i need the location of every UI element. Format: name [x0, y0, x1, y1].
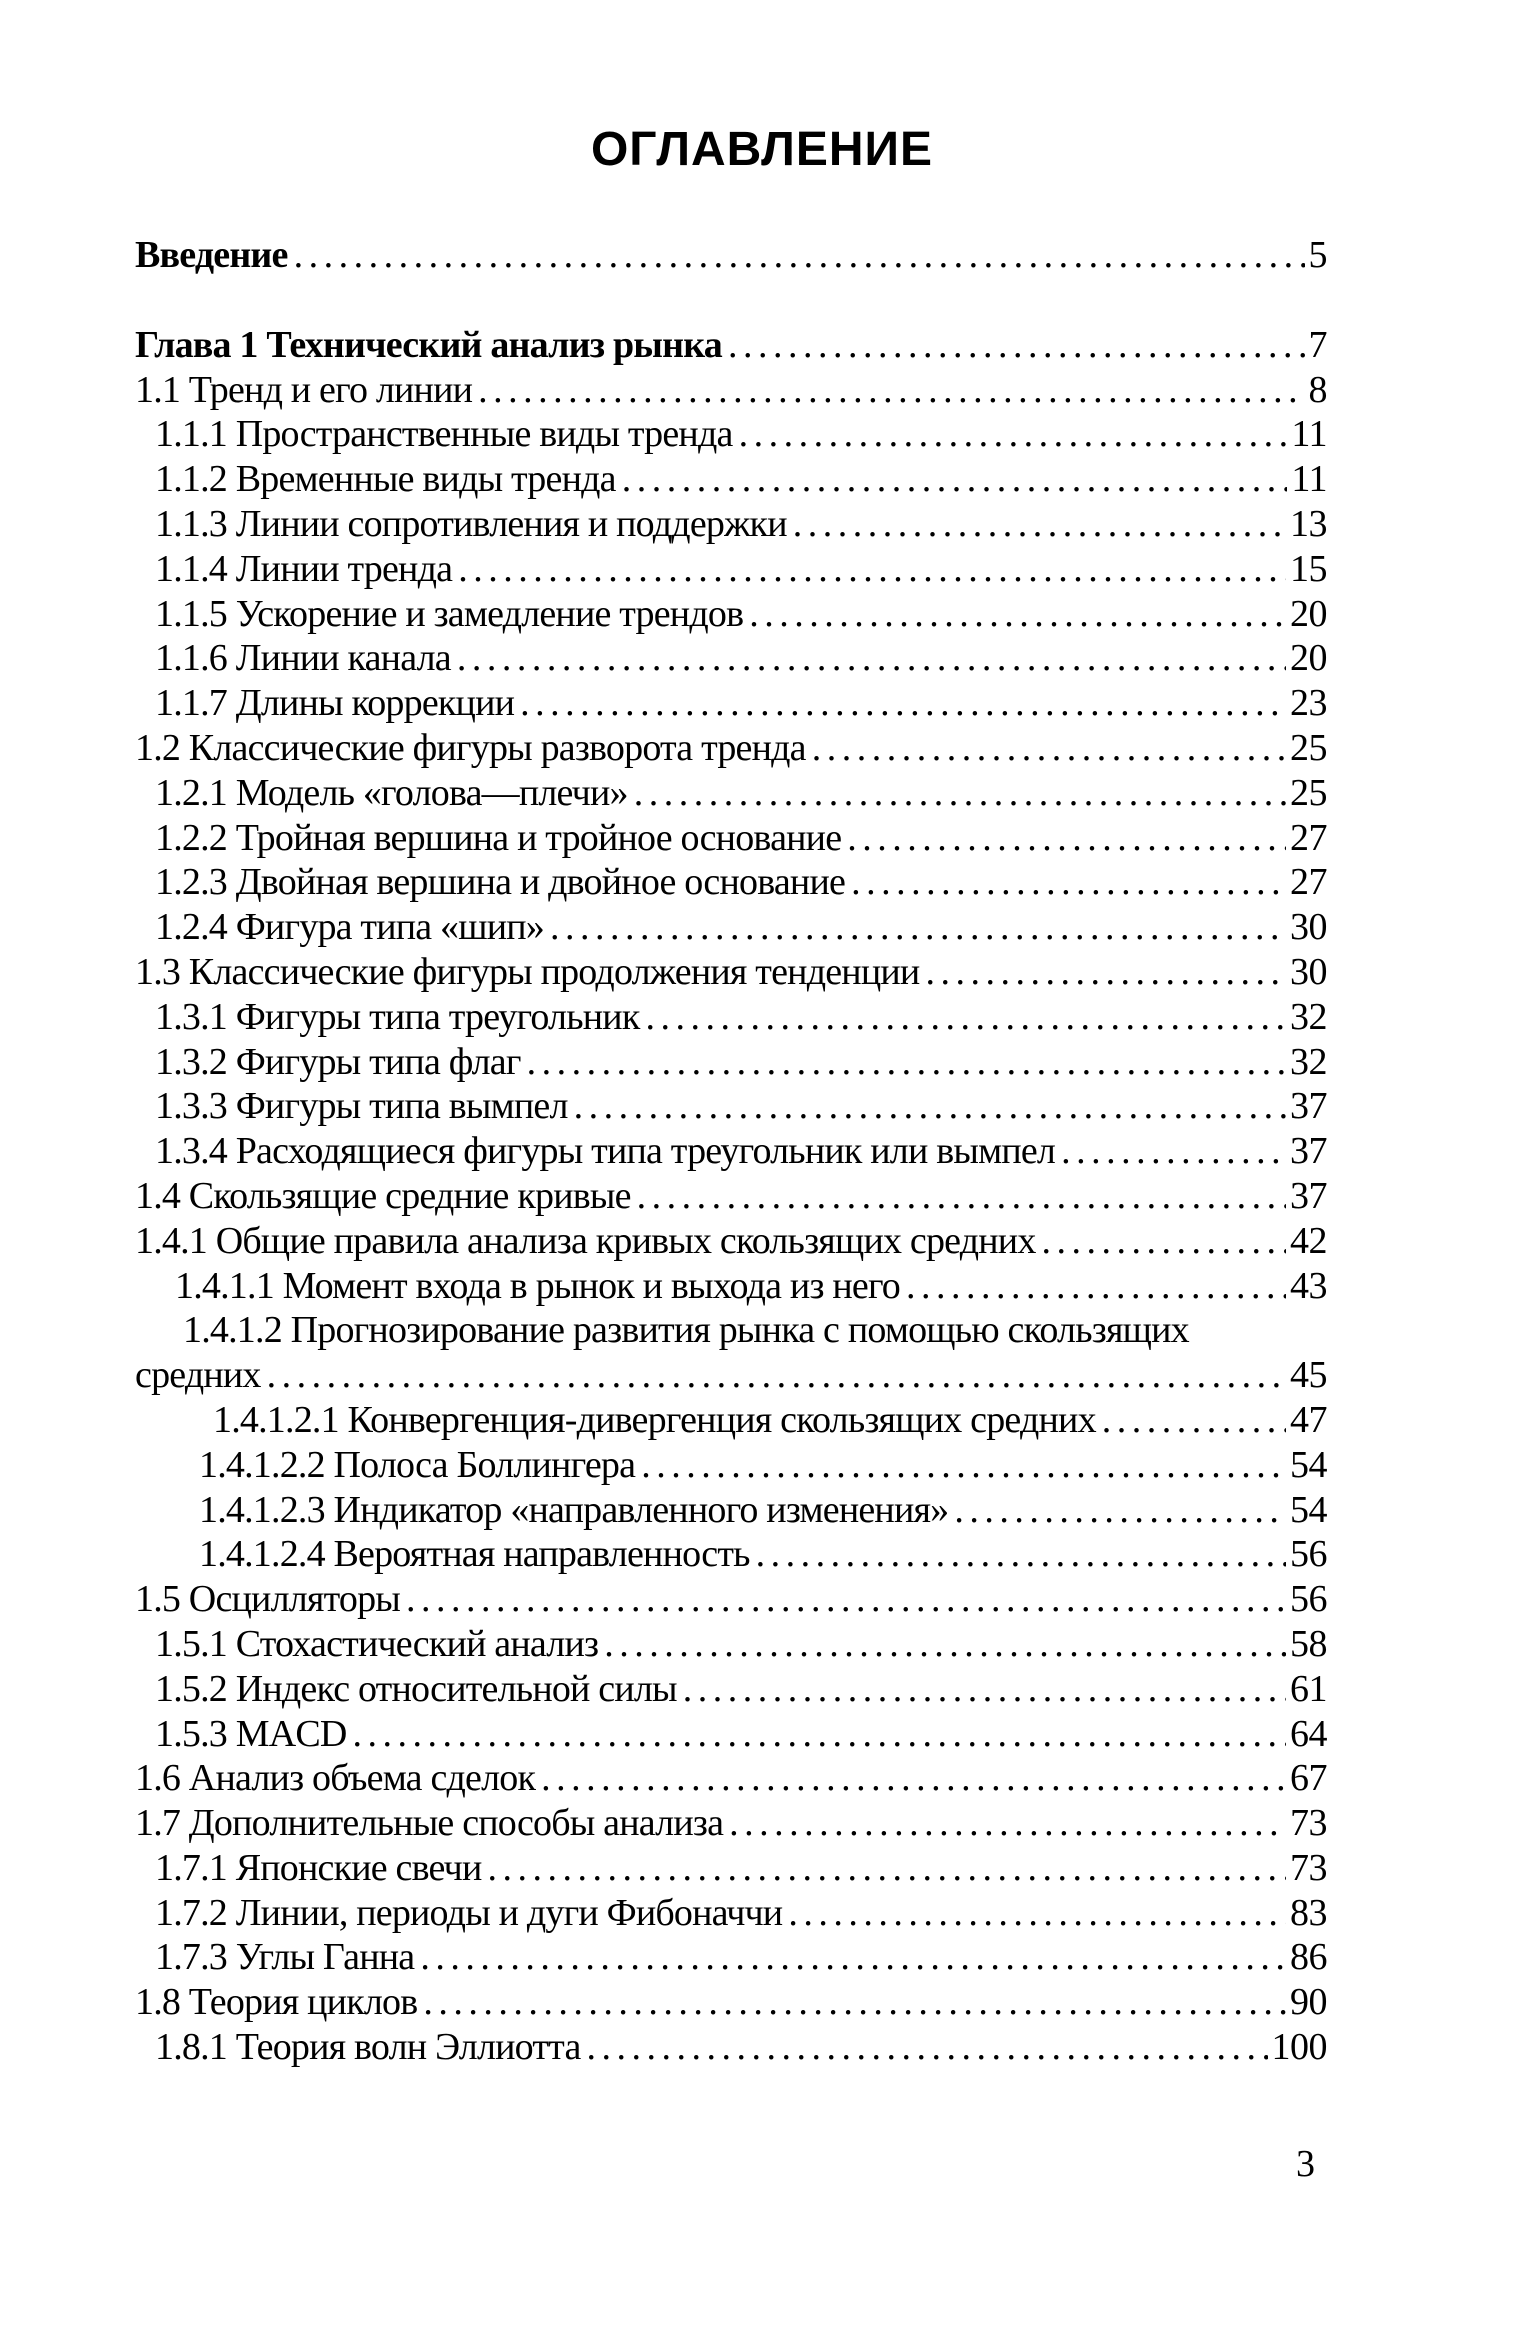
toc-entry-label: 1.5.3 MACD — [155, 1712, 347, 1755]
toc-entry — [135, 1801, 1327, 1846]
toc-entry — [135, 1667, 1327, 1712]
leader-dots — [423, 1980, 1286, 2025]
toc-entry-page: 23 — [1290, 682, 1327, 725]
toc-entry-page: 30 — [1290, 906, 1327, 949]
toc-entry-label: 1.4.1.2.3 Индикатор «направленного изменения» — [199, 1488, 949, 1531]
leader-dots — [488, 1846, 1286, 1891]
leader-dots — [458, 547, 1286, 592]
toc-entry — [135, 1980, 1327, 2025]
leader-dots — [788, 1891, 1286, 1936]
toc-entry-page: 56 — [1290, 1578, 1327, 1621]
leader-dots — [353, 1712, 1286, 1757]
toc-entry-page: 61 — [1290, 1667, 1327, 1710]
leader-dots — [574, 1084, 1286, 1129]
toc-entry-page: 30 — [1290, 950, 1327, 993]
leader-dots — [739, 412, 1288, 457]
toc-entry — [135, 1846, 1327, 1891]
toc-entry-page: 73 — [1290, 1846, 1327, 1889]
toc-entry-page: 90 — [1290, 1981, 1327, 2024]
toc-entry-chapter-1 — [135, 323, 1327, 368]
toc-entry-page: 64 — [1290, 1712, 1327, 1755]
toc-entry — [135, 816, 1327, 861]
toc-entry-intro — [135, 233, 1327, 278]
toc-entry-page: 32 — [1290, 995, 1327, 1038]
toc-entry-label: 1.1.2 Временные виды тренда — [155, 458, 616, 501]
toc-entry-page: 83 — [1290, 1891, 1327, 1934]
leader-dots — [1061, 1129, 1286, 1174]
leader-dots — [793, 502, 1286, 547]
toc-entry-label: 1.3 Классические фигуры продолжения тенденции — [135, 950, 920, 993]
toc-entry-wrapped — [135, 1308, 1327, 1353]
leader-dots — [637, 1174, 1286, 1219]
leader-dots — [294, 233, 1305, 278]
toc-entry-page: 37 — [1290, 1085, 1327, 1128]
toc-entry — [135, 457, 1327, 502]
toc-entry-page: 45 — [1290, 1354, 1327, 1397]
toc-entry — [135, 1129, 1327, 1174]
leader-dots — [925, 950, 1286, 995]
toc-entry-page: 56 — [1290, 1533, 1327, 1576]
toc-entry-label: 1.5 Осцилляторы — [135, 1578, 401, 1621]
toc-entry-label: 1.1.4 Линии тренда — [155, 547, 453, 590]
leader-dots — [541, 1756, 1286, 1801]
toc-entry — [135, 547, 1327, 592]
toc-entry-label: 1.7 Дополнительные способы анализа — [135, 1802, 724, 1845]
leader-dots — [954, 1488, 1286, 1533]
toc-entry — [135, 592, 1327, 637]
toc-entry-label: 1.8 Теория циклов — [135, 1981, 418, 2024]
toc-entry — [135, 1488, 1327, 1533]
toc-entry-page: 47 — [1290, 1398, 1327, 1441]
toc-entry-page: 37 — [1290, 1174, 1327, 1217]
leader-dots — [520, 681, 1286, 726]
toc-entry-page: 58 — [1290, 1622, 1327, 1665]
toc-entry-label: 1.8.1 Теория волн Эллиотта — [155, 2026, 581, 2069]
toc-entry-label-cont: средних — [135, 1354, 261, 1397]
toc-entry — [135, 950, 1327, 995]
toc-entry — [135, 1577, 1327, 1622]
toc-entry-label: 1.7.3 Углы Ганна — [155, 1936, 415, 1979]
leader-dots — [683, 1667, 1286, 1712]
toc-entry-page: 43 — [1290, 1264, 1327, 1307]
toc-entry-label: 1.4 Скользящие средние кривые — [135, 1174, 631, 1217]
leader-dots — [728, 323, 1305, 368]
leader-dots — [604, 1622, 1286, 1667]
toc-entry-label: Введение — [135, 234, 288, 276]
toc-entry-label: 1.2 Классические фигуры разворота тренда — [135, 726, 806, 769]
toc-entry-label: 1.2.2 Тройная вершина и тройное основание — [155, 816, 842, 859]
toc-entry-label: 1.1 Тренд и его линии — [135, 368, 473, 411]
toc-entry-continuation — [135, 1353, 1327, 1398]
leader-dots — [622, 457, 1288, 502]
toc-entry — [135, 726, 1327, 771]
toc-entry-label: 1.1.5 Ускорение и замедление трендов — [155, 592, 744, 635]
toc-entry — [135, 2025, 1327, 2070]
toc-entry — [135, 1935, 1327, 1980]
toc-entry-label: 1.1.7 Длины коррекции — [155, 682, 515, 725]
toc-entry — [135, 368, 1327, 413]
toc-entry-page: 15 — [1290, 547, 1327, 590]
toc-entry-page: 20 — [1290, 637, 1327, 680]
toc-entry-label: 1.3.4 Расходящиеся фигуры типа треугольник или вымпел — [155, 1130, 1056, 1173]
leader-dots — [729, 1801, 1286, 1846]
leader-dots — [267, 1353, 1286, 1398]
leader-dots — [847, 816, 1286, 861]
toc-entry — [135, 1891, 1327, 1936]
toc-entry-label: 1.1.6 Линии канала — [155, 637, 451, 680]
leader-dots — [645, 995, 1286, 1040]
leader-dots — [527, 1040, 1286, 1085]
table-of-contents — [135, 233, 1327, 2070]
leader-dots — [851, 860, 1286, 905]
toc-entry-page: 54 — [1290, 1443, 1327, 1486]
toc-entry-label: 1.3.3 Фигуры типа вымпел — [155, 1085, 568, 1128]
toc-entry — [135, 771, 1327, 816]
toc-entry — [135, 1219, 1327, 1264]
toc-entry-label: 1.6 Анализ объема сделок — [135, 1757, 536, 1800]
toc-entry — [135, 1622, 1327, 1667]
toc-entry-page: 13 — [1290, 502, 1327, 545]
toc-entry-label: 1.4.1.2.2 Полоса Боллингера — [199, 1443, 636, 1486]
toc-entry — [135, 1174, 1327, 1219]
toc-entry-label: 1.4.1.2.1 Конвергенция-дивергенция скользящих средних — [213, 1398, 1096, 1441]
leader-dots — [587, 2025, 1268, 2070]
toc-entry-label: 1.2.3 Двойная вершина и двойное основание — [155, 861, 846, 904]
toc-entry — [135, 1532, 1327, 1577]
toc-entry — [135, 412, 1327, 457]
toc-entry-page: 11 — [1291, 458, 1327, 501]
leader-dots — [478, 368, 1304, 413]
toc-entry-label: 1.4.1.2.4 Вероятная направленность — [199, 1533, 750, 1576]
toc-entry — [135, 502, 1327, 547]
leader-dots — [457, 636, 1286, 681]
leader-dots — [906, 1264, 1286, 1309]
leader-dots — [1102, 1398, 1286, 1443]
toc-entry — [135, 636, 1327, 681]
leader-dots — [812, 726, 1286, 771]
toc-entry-page: 67 — [1290, 1757, 1327, 1800]
toc-entry — [135, 1040, 1327, 1085]
page-number: 3 — [1296, 2143, 1315, 2185]
toc-entry — [135, 1756, 1327, 1801]
toc-entry-label: 1.7.2 Линии, периоды и дуги Фибоначчи — [155, 1891, 783, 1934]
toc-entry-label: 1.2.4 Фигура типа «шип» — [155, 906, 544, 949]
page-title: ОГЛАВЛЕНИЕ — [590, 123, 934, 176]
toc-entry — [135, 681, 1327, 726]
toc-entry-page: 86 — [1290, 1936, 1327, 1979]
toc-entry — [135, 905, 1327, 950]
toc-entry-page: 25 — [1290, 771, 1327, 814]
toc-entry-page: 25 — [1290, 726, 1327, 769]
toc-entry-label: 1.5.1 Стохастический анализ — [155, 1622, 599, 1665]
toc-entry-page: 20 — [1290, 592, 1327, 635]
leader-dots — [406, 1577, 1286, 1622]
toc-entry — [135, 1084, 1327, 1129]
toc-entry-label: 1.1.1 Пространственные виды тренда — [155, 413, 733, 456]
leader-dots — [420, 1935, 1286, 1980]
toc-entry-page: 11 — [1291, 413, 1327, 456]
toc-entry-label: 1.7.1 Японские свечи — [155, 1846, 482, 1889]
toc-entry — [135, 1398, 1327, 1443]
toc-entry-page: 7 — [1308, 323, 1327, 366]
toc-entry-label: Глава 1 Технический анализ рынка — [135, 323, 722, 366]
toc-entry-page: 73 — [1290, 1802, 1327, 1845]
toc-entry-label: 1.4.1 Общие правила анализа кривых скользящих средних — [135, 1219, 1036, 1262]
leader-dots — [756, 1532, 1286, 1577]
toc-entry-page: 8 — [1308, 368, 1327, 411]
leader-dots — [550, 905, 1286, 950]
toc-entry-label: 1.4.1.1 Момент входа в рынок и выхода из него — [175, 1264, 901, 1307]
toc-entry-label: 1.1.3 Линии сопротивления и поддержки — [155, 502, 787, 545]
toc-entry — [135, 1264, 1327, 1309]
toc-entry-page: 27 — [1290, 861, 1327, 904]
toc-entry — [135, 860, 1327, 905]
toc-entry-label: 1.5.2 Индекс относительной силы — [155, 1667, 677, 1710]
toc-entry-label: 1.4.1.2 Прогнозирование развития рынка с помощью скользящих — [183, 1309, 1189, 1352]
toc-entry-label: 1.3.1 Фигуры типа треугольник — [155, 995, 640, 1038]
toc-entry-label: 1.2.1 Модель «голова—плечи» — [155, 771, 628, 814]
leader-dots — [634, 771, 1286, 816]
toc-entry — [135, 1443, 1327, 1488]
toc-entry-page: 42 — [1290, 1219, 1327, 1262]
leader-dots — [1042, 1219, 1286, 1264]
toc-entry-page: 27 — [1290, 816, 1327, 859]
leader-dots — [641, 1443, 1286, 1488]
toc-entry — [135, 1712, 1327, 1757]
toc-entry — [135, 995, 1327, 1040]
toc-entry-page: 5 — [1308, 234, 1327, 276]
toc-entry-page: 54 — [1290, 1488, 1327, 1531]
toc-entry-page: 100 — [1271, 2026, 1327, 2069]
leader-dots — [749, 592, 1286, 637]
toc-entry-page: 32 — [1290, 1040, 1327, 1083]
toc-entry-page: 37 — [1290, 1130, 1327, 1173]
toc-entry-label: 1.3.2 Фигуры типа флаг — [155, 1040, 521, 1083]
